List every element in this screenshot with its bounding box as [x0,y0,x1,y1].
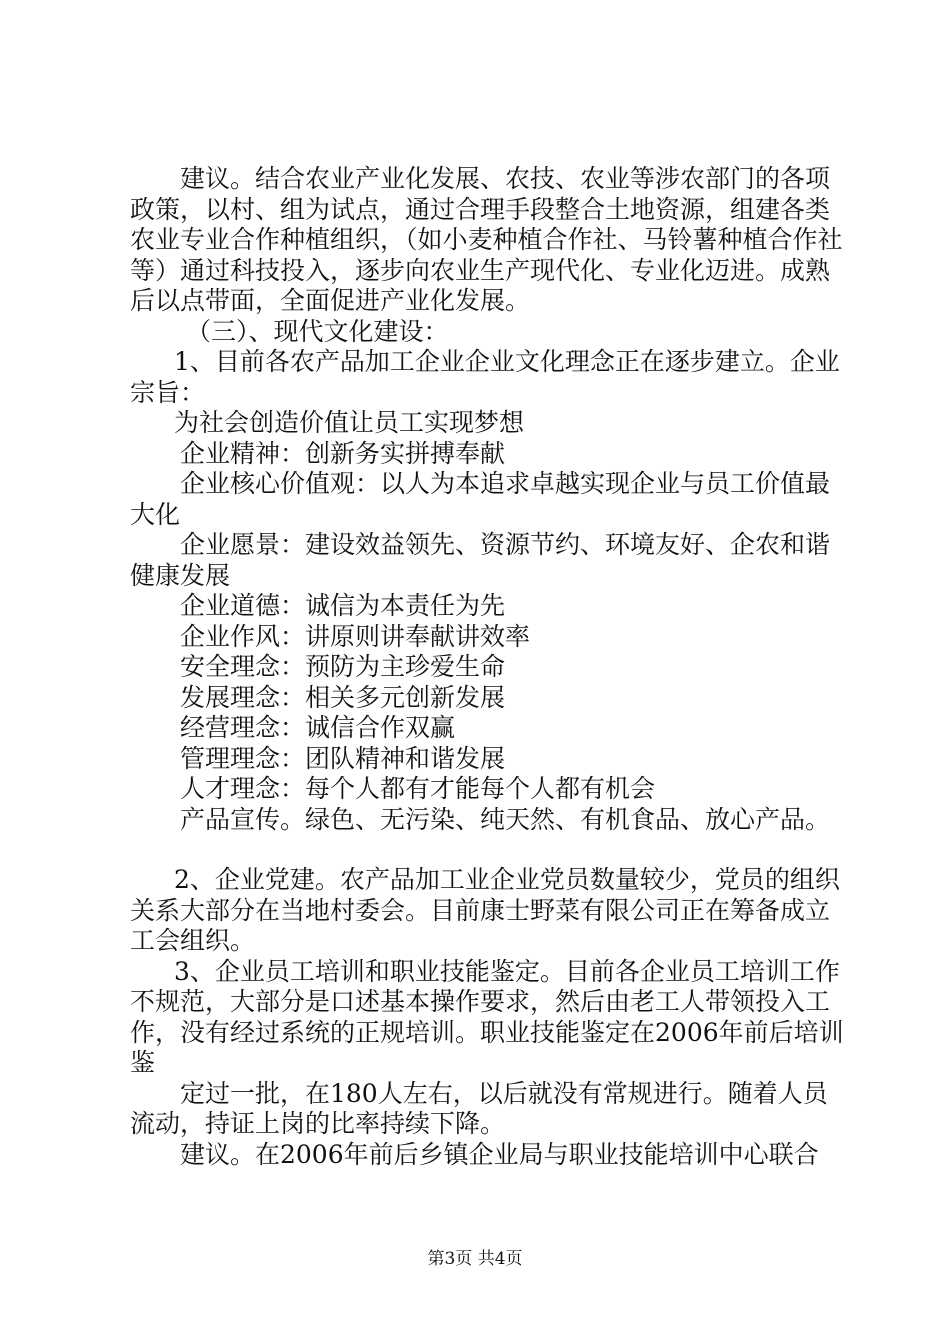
paragraph-operation: 经营理念：诚信合作双赢 [180,713,456,742]
paragraph-training: 3、企业员工培训和职业技能鉴定。目前各企业员工培训工作不规范，大部分是口述基本操作要求，然后由老工人带领投入工作，没有经过系统的正规培训。职业技能鉴定在2006年前后培训鉴 [130,956,844,1077]
paragraph-party-building: 2、企业党建。农产品加工业企业党员数量较少，党员的组织关系大部分在当地村委会。目前康士野菜有限公司正在筹备成立工会组织。 [130,865,840,955]
document-body [130,164,850,1170]
paragraph-style: 企业作风：讲原则讲奉献讲效率 [180,621,531,651]
paragraph-purpose: 为社会创造价值让员工实现梦想 [174,408,525,437]
paragraph-vision: 企业愿景：建设效益领先、资源节约、环境友好、企农和谐健康发展 [130,530,831,590]
paragraph-suggestion-2: 建议。在2006年前后乡镇企业局与职业技能培训中心联合 [180,1139,819,1169]
paragraph-ethics: 企业道德：诚信为本责任为先 [180,591,506,620]
paragraph-gap [130,835,850,865]
section-heading-culture: （三）、现代文化建设： [186,316,449,346]
paragraph-management: 管理理念：团队精神和谐发展 [180,743,506,773]
paragraph-talent: 人才理念：每个人都有才能每个人都有机会 [180,774,656,803]
paragraph-core-values: 企业核心价值观：以人为本追求卓越实现企业与员工价值最大化 [130,469,831,529]
paragraph-suggestion-1: 建议。结合农业产业化发展、农技、农业等涉农部门的各项政策，以村、组为试点，通过合理手段整合土地资源，组建各类农业专业合作种植组织，（如小麦种植合作社、马铃薯种植合作社等）通过科技投入，逐步向农业生产现代化、专业化迈进。成熟后以点带面，全面促进产业化发展。 [130,164,843,315]
paragraph-product-promo: 产品宣传。绿色、无污染、纯天然、有机食品、放心产品。 [180,804,831,834]
paragraph-development: 发展理念：相关多元创新发展 [180,682,506,712]
paragraph-item-1: 1、目前各农产品加工企业企业文化理念正在逐步建立。企业宗旨： [130,347,840,407]
paragraph-safety: 安全理念：预防为主珍爱生命 [180,652,506,681]
paragraph-spirit: 企业精神：创新务实拼搏奉献 [180,438,506,468]
paragraph-training-continued: 定过一批，在180人左右，以后就没有常规进行。随着人员流动，持证上岗的比率持续下降。 [130,1078,828,1138]
page-number: 第3页 共4页 [427,1249,523,1269]
